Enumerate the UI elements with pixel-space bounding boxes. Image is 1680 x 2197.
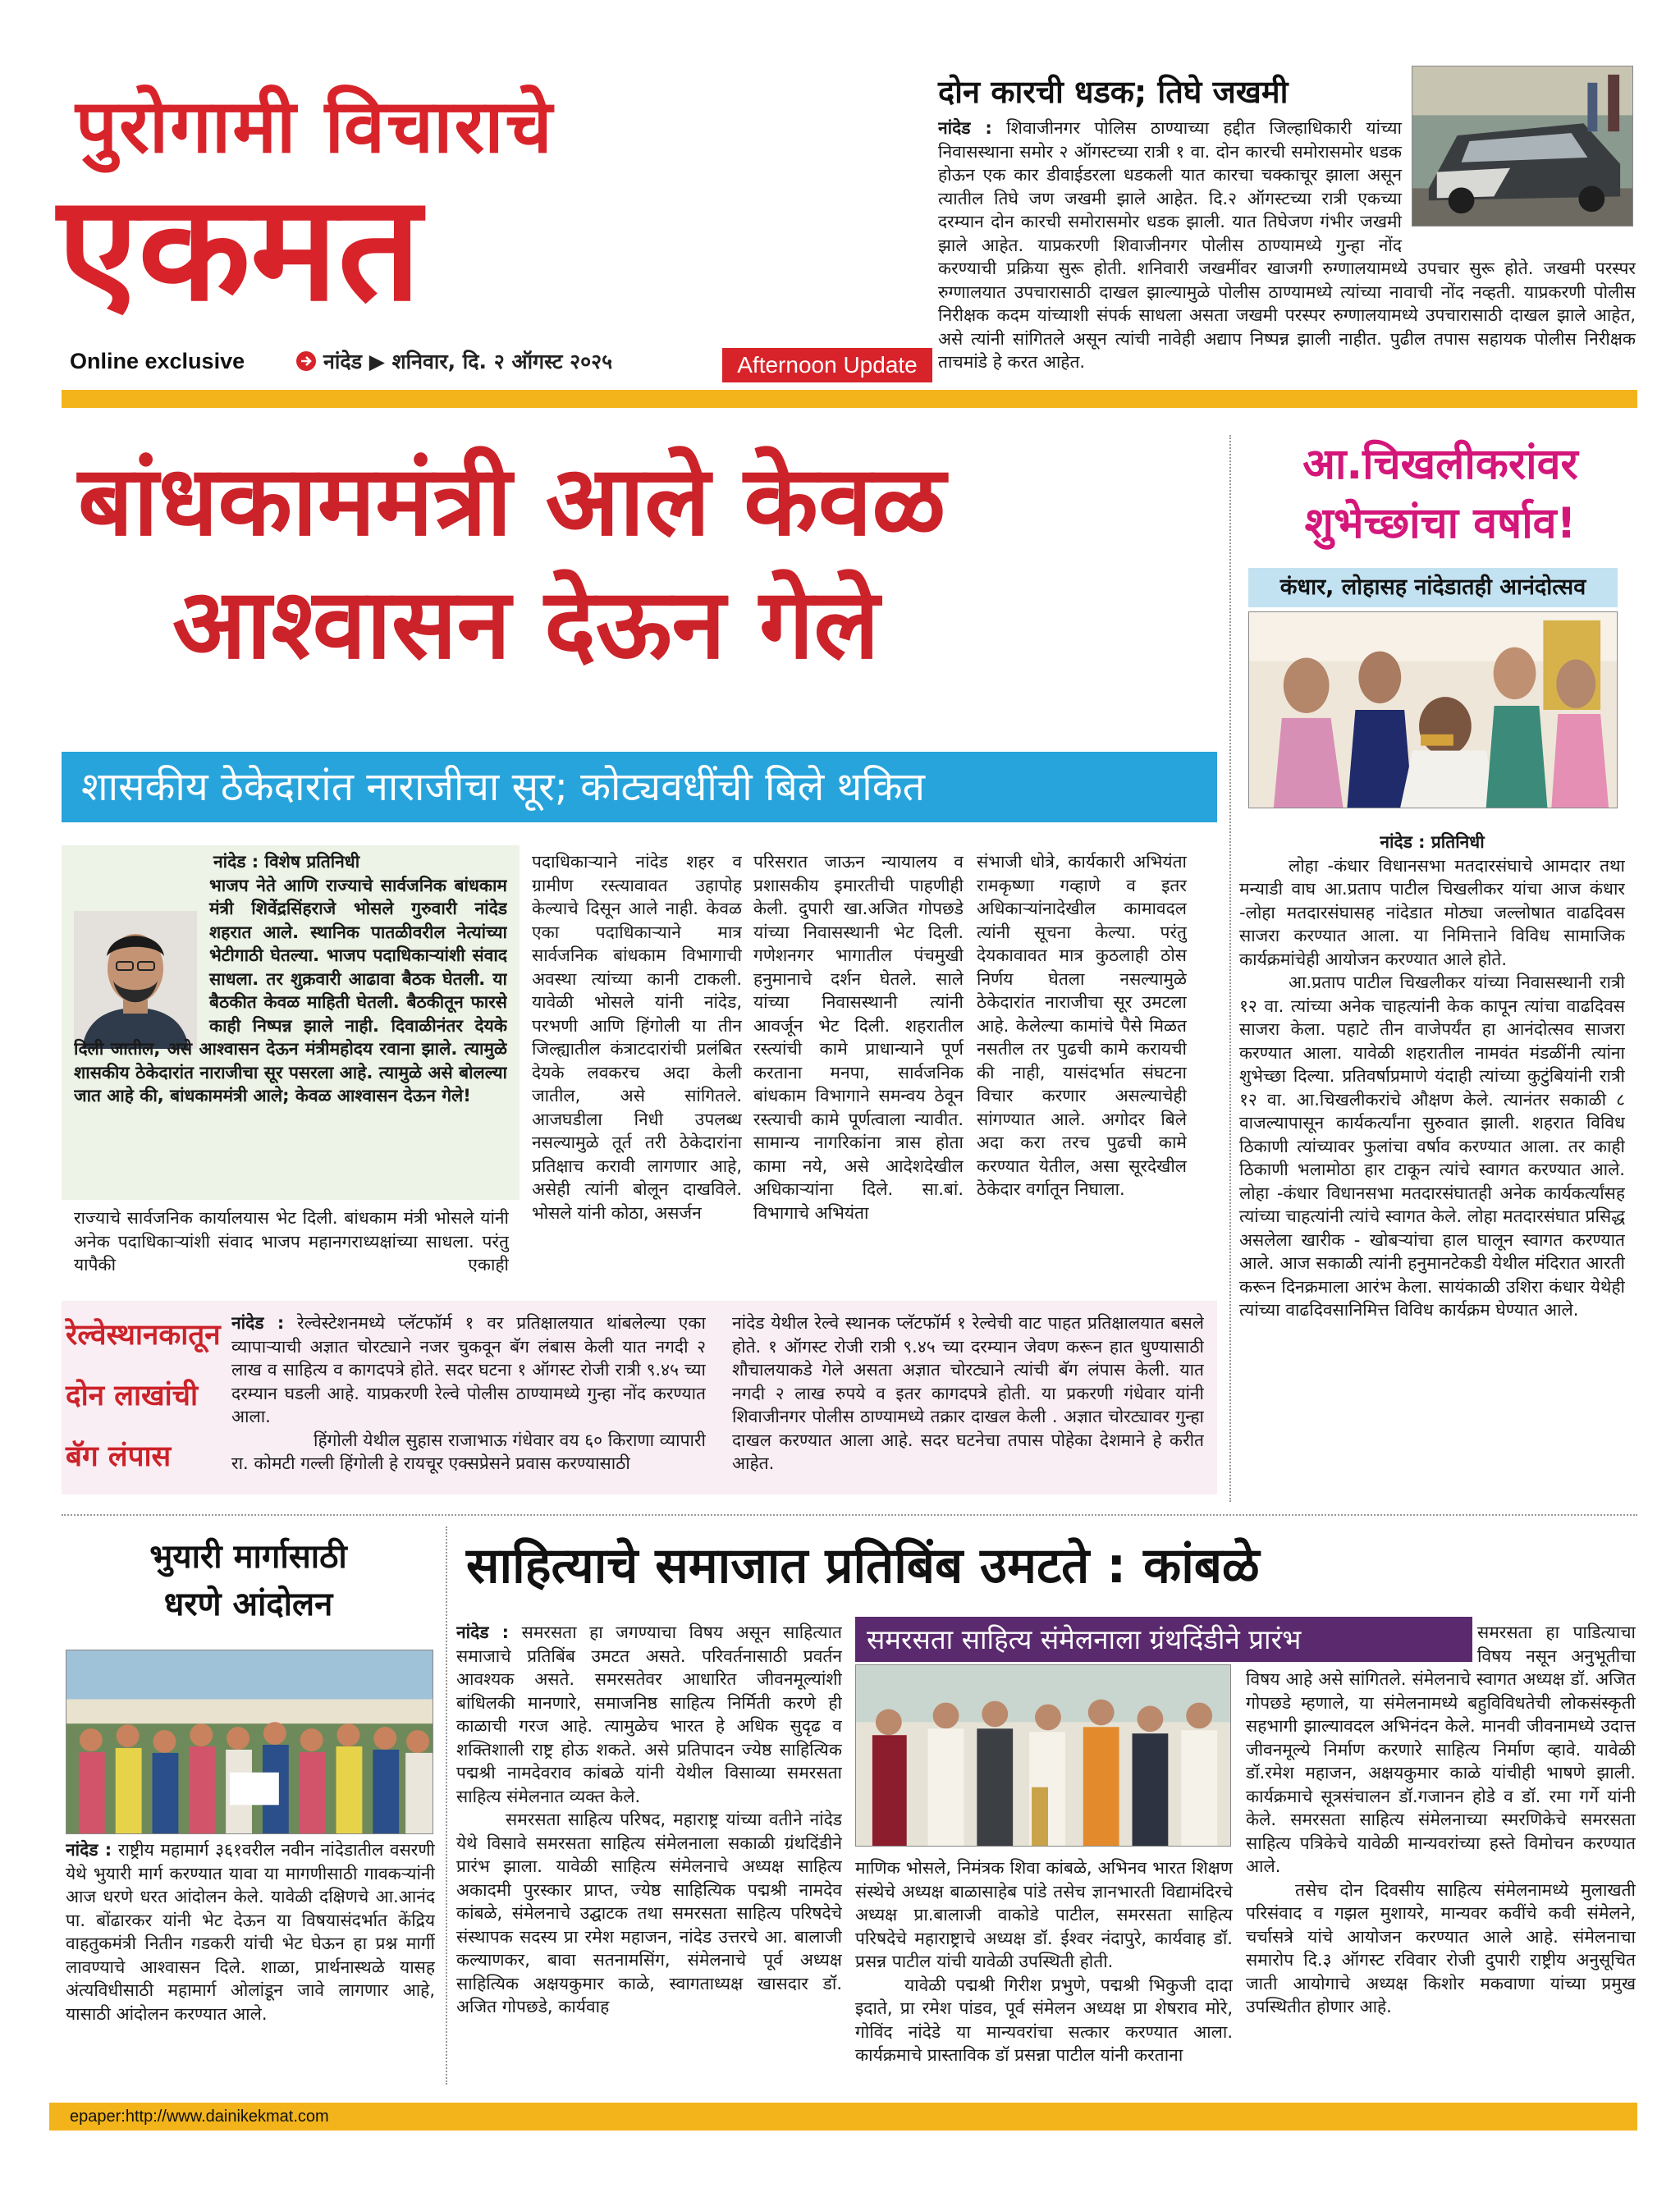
literature-col2-para2: यावेळी पद्मश्री गिरीश प्रभुणे, पद्मश्री भिकुजी दादा इदाते, प्रा रमेश पांडव, पूर्व संमेलन अध्यक्ष प्रा शेषराव मोरे, गोविंद नांदेडे या मान्यवरांचा सत्कार करण्यात आला. कार्यक्रमाचे प्रास्ताविक डॉ प्रसन्ना पाटील यांनी करताना [855, 1975, 1233, 2065]
literature-subhead-text: समरसता साहित्य संमेलनाला ग्रंथदिंडीने प्रारंभ [867, 1623, 1302, 1655]
main-subhead-banner [62, 752, 1217, 822]
agitation-headline [62, 1533, 435, 1628]
dateline-text: नांदेड ▶ शनिवार, दि. २ ऑगस्ट २०२५ [323, 350, 613, 373]
right-headline-line2: शुभेच्छांचा वर्षाव! [1304, 499, 1577, 548]
right-headline [1239, 435, 1641, 553]
top-story-lead: नांदेड : [938, 118, 992, 138]
right-headline-line1: आ.चिखलीकरांवर [1302, 440, 1578, 489]
photo-spacer [1402, 117, 1636, 240]
masthead-logo: एकमत [57, 163, 422, 333]
main-col2: पदाधिकाऱ्याने नांदेड शहर व ग्रामीण रस्त्यावावत उहापोह केल्याचे दिसून आले नाही. केवळ एका पदाधिकाऱ्याने मात्र सार्वजनिक बांधकाम विभागाची अवस्था त्यांच्या कानी टाकली. यावेळी भोसले यांनी नांदेड, परभणी आणि हिंगोली या तीन जिल्ह्यातील कंत्राटदारांची प्रलंबित देयके लवकरच अदा केली जातील, असे सांगितले. आजघडीला निधी उपलब्ध नसल्यामुळे तूर्त तरी ठेकेदारांना प्रतिक्षाच करावी लागणार आहे, असेही त्यांनी बोलून दाखविले. भोसले यांनी कोठा, असर्जन [532, 852, 742, 1223]
afternoon-update-badge: Afternoon Update [722, 348, 932, 382]
subhead-spacer [1246, 1621, 1477, 1662]
railway-headline [66, 1305, 222, 1487]
railway-col2: नांदेड येथील रेल्वे स्थानक प्लॅटफॉर्म १ रेल्वेची वाट पाहत प्रतिक्षालयात बसले होते. १ ऑगस्ट रोजी रात्री ९.४५ च्या दरम्यान जेवण करून हात धुण्यासाठी शौचालयाकडे गेले असता अज्ञात चोरट्याने त्यांची बॅग लंपास केली. यात नगदी २ लाख रुपये व इतर कागदपत्रे होती. या प्रकरणी गंधेवार यांनी शिवाजीनगर पोलीस ठाण्यामध्ये तक्रार दाखल केली . अज्ञात चोरट्यावर गुन्हा दाखल करण्यात आला आहे. सदर घटनेचा तपास पोहेका देशमाने हे करीत आहेत. [732, 1313, 1204, 1473]
main-subhead-text: शासकीय ठेकेदारांत नाराजीचा सूर; कोट्यवधींची बिले थकित [81, 764, 925, 810]
agitation-lead: नांदेड : [66, 1840, 112, 1860]
railway-lead: नांदेड : [231, 1313, 285, 1333]
masthead-tagline: पुरोगामी विचाराचे [76, 83, 554, 170]
literature-col2 [855, 1856, 1233, 2086]
right-para1: लोहा -कंधार विधानसभा मतदारसंघाचे आमदार तथा मन्याडी वाघ आ.प्रताप पाटील चिखलीकर यांचा आज कंधार -लोहा मतदारसंघासह नांदेडात मोठ्या जल्लोषात वाढदिवस साजरा करण्यात आला. या निमित्ताने विविध सामाजिक कार्यक्रमांचेही आयोजन करण्यात आले होते. [1239, 855, 1625, 969]
railway-col1-text: रेल्वेस्टेशनमध्ये प्लॅटफॉर्म १ वर प्रतिक्षालयात थांबलेल्या एका व्यापाऱ्याची अज्ञात चोरट्याने नजर चुकवून बॅग लंबास केली यात नगदी २ लाख व साहित्य व कागदपत्रे होते. सदर घटना १ ऑगस्ट रोजी रात्री ९.४५ च्या दरम्यान घडली आहे. याप्रकरणी रेल्वे पोलीस ठाण्यामध्ये गुन्हा नोंद करण्यात आला. [231, 1313, 706, 1426]
agitation-photo [66, 1650, 433, 1834]
literature-col1-para2: समरसता साहित्य परिषद, महाराष्ट्र यांच्या वतीने नांदेड येथे विसावे समरसता साहित्य संमेलनाला सकाळी ग्रंथदिंडीने प्रारंभ झाला. यावेळी साहित्य संमेलनाचे अध्यक्ष साहित्य अकादमी पुरस्कार प्राप्त, ज्येष्ठ साहित्यिक पद्मश्री नामदेव कांबळे, संमेलनाचे उद्घाटक तथा समरसता साहित्य परिषदेचे संस्थापक सदस्य प्रा रमेश महाजन, नांदेड उत्तरचे आ. बालाजी कल्याणकर, बावा सतनामसिंग, संमेलनाचे पूर्व अध्यक्ष साहित्यिक अक्षयकुमार काळे, स्वागताध्यक्ष खासदार डॉ. अजित गोपछडे, कार्यवाह [456, 1810, 842, 2016]
agitation-headline-line2: धरणे आंदोलन [163, 1586, 333, 1623]
online-exclusive-label: Online exclusive [70, 349, 245, 373]
main-headline-line2: आश्वासन देऊन गेले [172, 567, 880, 680]
dateline [295, 345, 612, 378]
arrow-circle-icon [295, 350, 317, 372]
main-byline: नांदेड : विशेष प्रतिनिधी [213, 852, 360, 872]
right-column-rule [1229, 435, 1231, 1502]
epaper-link[interactable]: epaper:http://www.dainikekmat.com [70, 2108, 329, 2126]
railway-headline-line2: दोन लाखांची [66, 1380, 199, 1412]
main-col1-tail: राज्याचे सार्वजनिक कार्यालयास भेट दिली. बांधकाम मंत्री भोसले यांनी अनेक पदाधिकाऱ्यांशी संवाद भाजप महानगराध्यक्षांच्या साधला. परंतु यापैकी एकाही [74, 1208, 509, 1275]
literature-col3-top: समरसता हा पाडित्याचा विषय नसून अनुभूतीचा विषय आहे असे सांगितले. संमेलनाचे स्वागत अध्यक्ष डॉ. अजित गोपछडे म्हणाले, या संमेलनामध्ये बहुविविधतेची लोकसंस्कृती सहभागी झाल्यावदल अभिनंदन केले. मानवी जीवनामध्ये उदात्त जीवनमूल्ये निर्माण करणारे साहित्य निर्माण व्हावे. यावेळी डॉ.रमेश महाजन, अक्षयकुमार काळे यांचीही भाषणे झाली. कार्यक्रमाचे सूत्रसंचालन डॉ.गजानन होडे व डॉ. रमा गर्गे यांनी केले. समरसता साहित्य संमेलनाच्या स्मरणिकेचे समरसता साहित्य पत्रिकेचे यावेळी मान्यवरांच्या हस्ते विमोचन करण्यात आले. [1246, 1623, 1636, 1876]
literature-col3-para2: तसेच दोन दिवसीय साहित्य संमेलनामध्ये मुलाखती परिसंवाद व गझल मुशायरे, मान्यवर कवींचे कवी संमेलने, चर्चासत्रे यांचे आयोजन करण्यात आले आहे. संमेलनाचा समारोप दि.३ ऑगस्ट रविवार रोजी दुपारी राष्ट्रीय अनुसूचित जाती आयोगाचे अध्यक्ष किशोर मकवाणा यांच्या प्रमुख उपस्थितीत होणार आहे. [1246, 1879, 1636, 2016]
railway-headline-line1: रेल्वेस्थानकातून [66, 1319, 221, 1352]
agitation-headline-line1: भुयारी मार्गासाठी [149, 1538, 347, 1576]
main-story-intro [74, 850, 507, 1195]
agitation-body [66, 1838, 435, 2085]
top-story-text: शिवाजीनगर पोलिस ठाण्याच्या हद्दीत जिल्हाधिकारी यांच्या निवासस्थाना समोर २ ऑगस्टच्या रात्री १ वा. दोन कारची समोरासमोर धडक होऊन एक कार डीवाईडरला धडकली यात कारचा चक्काचूर झाला असून त्यातील तिघे जण जखमी झाले आहेत. दि.२ ऑगस्टच्या रात्री एकच्या दरम्यान दोन कारची समोरासमोर धडक झाली. यात तिघेजण गंभीर जखमी झाले आहेत. याप्रकरणी शिवाजीनगर पोलीस ठाण्यामध्ये गुन्हा नोंद करण्याची प्रक्रिया सुरू होती. शनिवारी जखमींवर खाजगी रुग्णालयामध्ये उपचार सुरू होते. जखमी परस्पर रुग्णालयात उपचारासाठी दाखल झाल्यामुळे पोलीस ठाण्यामध्ये त्यांच्या नावाची नोंद नव्हती. याप्रकरणी पोलीस निरीक्षक कदम यांच्याशी संपर्क साधला असता जखमी परस्पर रुग्णालयामध्ये उपचारासाठी दाखल झाले आहेत, असे त्यांनी सांगितले असून त्यांची नावेही अद्याप निष्पन्न झाली नाहीत. पुढील तपास सहायक पोलीस निरीक्षक ताचमांडे हे करत आहेत. [938, 118, 1636, 372]
agitation-text: राष्ट्रीय महामार्ग ३६१वरील नवीन नांदेडातील वसरणी येथे भुयारी मार्ग करण्यात यावा या मागणीसाठी गावकऱ्यांनी आज धरणे धरत आंदोलन केले. यावेळी दक्षिणचे आ.आनंद पा. बोंढारकर यांनी भेट देऊन या विषयासंदर्भात केंद्रिय वाहतुकमंत्री नितीन गडकरी यांची भेट घेऊन हा प्रश्न मार्गी लावण्याचे आश्वासन दिले. शाळा, प्रार्थनास्थळे यासह अंत्यविधीसाठी महामार्ग ओलांडून जावे लागणार आहे, यासाठी आंदोलन करण्यात आले. [66, 1840, 435, 2024]
literature-col1-para1: समरसता हा जगण्याचा विषय असून साहित्यात समाजाचे प्रतिबिंब उमटत असते. परिवर्तनासाठी प्रवर्तन आवश्यक असते. समरसतेवर आधारित जीवनमूल्यांशी बांधिलकी मानणारे, समाजनिष्ठ साहित्य निर्मिती करणे ही काळाची गरज आहे. त्यामुळेच भारत हे अधिक सुदृढ व शक्तिशाली राष्ट्र होऊ शकते. असे प्रतिपादन ज्येष्ठ साहित्यिक पद्मश्री नामदेवराव कांबळे यांनी येथील विसाव्या समरसता साहित्य संमेलनात व्यक्त केले. [456, 1623, 842, 1806]
railway-headline-line3: बॅग लंपास [66, 1440, 172, 1473]
literature-event-photo [855, 1664, 1231, 1847]
right-para2: आ.प्रताप पाटील चिखलीकर यांच्या निवासस्थानी रात्री १२ वा. त्यांच्या अनेक चाहत्यांनी केक कापून त्यांचा वाढदिवस साजरा केला. पहाटे तीन वाजेपर्यंत हा आनंदोत्सव साजरा करण्यात आला. यावेळी शहरातील नामवंत मंडळींनी त्यांना शुभेच्छा दिल्या. प्रतिवर्षाप्रमाणे यंदाही त्यांच्या कुटुंबियांनी रात्री १२ वा. आ.चिखलीकरांचे औक्षण केले. त्यानंतर सकाळी ८ वाजल्यापासून कार्यकर्त्यांना सुरुवात झाली. शहरात विविध ठिकाणी त्यांच्यावर फुलांचा वर्षाव करण्यात आला. तर काही ठिकाणी भलामोठा हार टाकून त्यांचे स्वागत करण्यात आले. लोहा -कंधार विधानसभा मतदारसंघातही अनेक कार्यकर्त्यांसह त्यांच्या चाहत्यांनी त्यांचे स्वागत केले. लोहा मतदारसंघात प्रसिद्ध असलेला खारीक - खोबऱ्यांचा हाल घालून स्वागत करण्यात आले. आज सकाळी त्यांनी हनुमानटेकडी येथील मंदिरात आरती करून दिनक्रमाला आरंभ केला. सायंकाळी उशिरा कंधार येथेही त्यांच्या वाढदिवसानिमित्त विविध कार्यक्रम घेण्यात आले. [1239, 973, 1625, 1320]
literature-col2-para1: माणिक भोसले, निमंत्रक शिवा कांबळे, अभिनव भारत शिक्षण संस्थेचे अध्यक्ष बाळासाहेब पांडे तसेच ज्ञानभारती विद्यामंदिरचे अध्यक्ष प्रा.बालाजी वाकोडे पाटील, समरसता साहित्य परिषदेचे महाराष्ट्राचे अध्यक्ष डॉ. ईश्वर नंदापुरे, कार्यवाह डॉ. प्रसन्न पाटील यांची यावेळी उपस्थिती होती. [855, 1858, 1233, 1971]
right-subhead: कंधार, लोहासह नांदेडातही आनंदोत्सव [1248, 568, 1618, 607]
top-story-body [938, 117, 1636, 387]
top-story-headline: दोन कारची धडक; तिघे जखमी [938, 74, 1289, 110]
literature-col1 [456, 1621, 842, 2085]
railway-col1-para2: हिंगोली येथील सुहास राजाभाऊ गंधेवार वय ६० किराणा व्यापारी रा. कोमटी गल्ली हिंगोली हे रायचूर एक्सप्रेसने प्रवास करण्यासाठी [231, 1430, 706, 1473]
literature-headline: साहित्याचे समाजात प्रतिबिंब उमटते : कांबळे [466, 1537, 1260, 1595]
main-headline-line1: बांधकाममंत्री आले केवळ [78, 444, 946, 557]
portrait-spacer [74, 874, 209, 1015]
main-intro-text: भाजप नेते आणि राज्याचे सार्वजनिक बांधकाम मंत्री शिवेंद्रसिंहराजे भोसले गुरुवारी नांदेड शहरात आले. स्थानिक पातळीवरील नेत्यांच्या भेटीगाठी घेतल्या. भाजप पदाधिकाऱ्यांशी संवाद साधला. तर शुक्रवारी आढावा बैठक घेतली. या बैठकीत केवळ माहिती घेतली. बैठकीतून फारसे काही निष्पन्न झाले नाही. दिवाळीनंतर देयके दिली जातील, असे आश्वासन देऊन मंत्रीमहोदय रवाना झाले. त्यामुळे शासकीय ठेकेदारांत नाराजीचा सूर पसरला आहे. त्यामुळे असे बोलल्या जात आहे की, बांधकाममंत्री आले; केवळ आश्वासन देऊन गेले! [74, 875, 507, 1105]
literature-col3 [1246, 1621, 1636, 2085]
main-col3: परिसरात जाऊन न्यायालय व प्रशासकीय इमारतीची पाहणीही केली. दुपारी खा.अजित गोपछडे यांच्या निवासस्थानी भेट दिली. गणेशनगर भागातील पंचमुखी हनुमानाचे दर्शन घेतले. साले यांच्या निवासस्थानी त्यांनी आवर्जून भेट दिली. शहरातील रस्त्यांची कामे प्राधान्याने पूर्ण करताना मनपा, सार्वजनिक बांधकाम विभागाने समन्वय ठेवून रस्त्याची कामे पूर्णत्वाला न्यावीत. सामान्य नागरिकांना त्रास होता कामा नये, असे आदेशदेखील अधिकाऱ्यांना दिले. सा.बां. विभागाचे अभियंता [753, 852, 964, 1223]
birthday-celebration-photo [1248, 611, 1618, 808]
right-story-body [1239, 831, 1625, 1504]
right-byline: नांदेड : प्रतिनिधी [1380, 832, 1485, 852]
railway-col1 [231, 1311, 706, 1490]
yellow-divider [62, 390, 1637, 408]
lower-section-rule [62, 1514, 1637, 1516]
lower-column-rule [446, 1526, 447, 2085]
main-col4: संभाजी धोत्रे, कार्यकारी अभियंता रामकृष्णा गव्हाणे व इतर अधिकाऱ्यांनादेखील कामावदल त्यांनी सूचना केल्या. परंतु देयकावावत मात्र कुठलाही ठोस निर्णय घेतला नसल्यामुळे ठेकेदारांत नाराजीचा सूर उमटला आहे. केलेल्या कामांचे पैसे मिळत नसतील तर पुढची कामे करायची की नाही, यासंदर्भात संघटना विचार करणार असल्याचेही सांगण्यात आले. अगोदर बिले अदा करा तरच पुढची कामे करण्यात येतील, असा सूरदेखील ठेकेदार वर्गातून निघाला. [977, 852, 1187, 1199]
literature-lead: नांदेड : [456, 1623, 510, 1642]
